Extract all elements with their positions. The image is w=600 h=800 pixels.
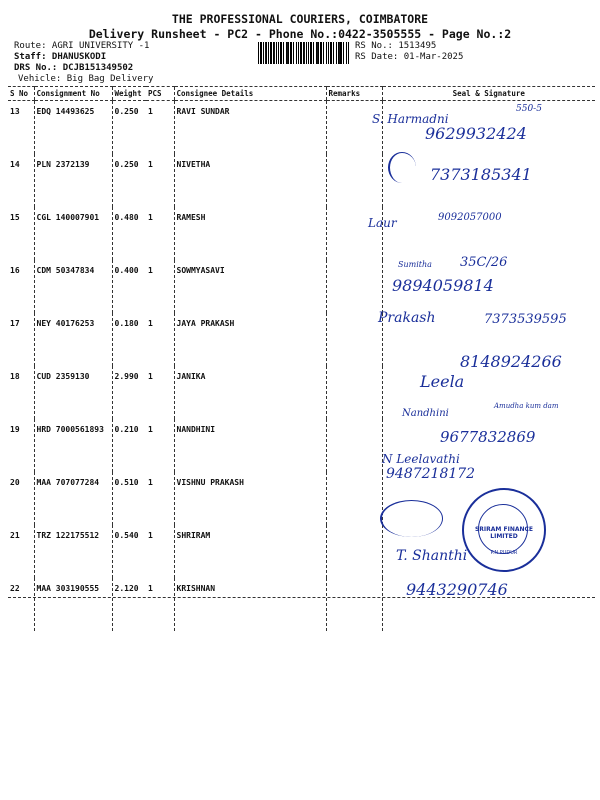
cell-weight: 2.990 (112, 366, 146, 419)
cell-weight: 0.480 (112, 207, 146, 260)
cell-remarks (326, 260, 382, 313)
cell-weight: 0.250 (112, 154, 146, 207)
col-remarks: Remarks (326, 87, 382, 101)
signature-16-phone: 9894059814 (392, 276, 494, 295)
cell-consignee: JAYA PRAKASH (174, 313, 326, 366)
signature-15-name: Laur (368, 216, 397, 230)
cell-consignment: CGL 140007901 (34, 207, 112, 260)
route-label: Route: AGRI UNIVERSITY -1 (14, 41, 150, 51)
cell-consignment: PLN 2372139 (34, 154, 112, 207)
signature-20-name: N Leelavathi (382, 452, 460, 466)
col-weight: Weight (112, 87, 146, 101)
signature-22-name: T. Shanthi (396, 548, 468, 564)
cell-remarks (326, 578, 382, 631)
cell-pcs: 1 (148, 425, 153, 434)
cell-consignment: MAA 707077284 (34, 472, 112, 525)
cell-consignment: TRZ 122175512 (34, 525, 112, 578)
cell-consignment: HRD 7000561893 (34, 419, 112, 472)
cell-pcs: 1 (148, 372, 153, 381)
cell-sno: 16 (10, 266, 20, 275)
cell-consignment: NEY 40176253 (34, 313, 112, 366)
cell-consignment: CUD 2359130 (34, 366, 112, 419)
company-title: THE PROFESSIONAL COURIERS, COIMBATORE (171, 12, 429, 26)
table-row (8, 366, 595, 419)
cell-sno: 18 (10, 372, 20, 381)
cell-pcs: 1 (148, 160, 153, 169)
col-consignment: Consignment No (34, 87, 112, 101)
cell-consignee: SHRIRAM (174, 525, 326, 578)
cell-pcs: 1 (148, 213, 153, 222)
col-signature: Seal & Signature (382, 87, 595, 101)
runsheet-title: Delivery Runsheet - PC2 - Phone No.:0422-3505555 - Page No.:2 (88, 27, 512, 41)
signature-13-note: 550-5 (516, 104, 542, 114)
signature-13-name: S. Harmadni (372, 112, 449, 126)
col-consignee: Consignee Details (174, 87, 326, 101)
cell-consignee: KRISHNAN (174, 578, 326, 631)
cell-remarks (326, 525, 382, 578)
cell-pcs: 1 (148, 266, 153, 275)
cell-consignee: SOWMYASAVI (174, 260, 326, 313)
cell-pcs: 1 (148, 319, 153, 328)
cell-remarks (326, 419, 382, 472)
cell-pcs: 1 (148, 107, 153, 116)
seal-bottom-text: P.N.PUDUR (490, 550, 518, 556)
cell-remarks (326, 154, 382, 207)
cell-consignee: NANDHINI (174, 419, 326, 472)
cell-weight: 0.510 (112, 472, 146, 525)
signature-19-phone: 9677832869 (440, 428, 536, 446)
signature-18-phone: 8148924266 (460, 352, 562, 371)
cell-remarks (326, 313, 382, 366)
cell-pcs: 1 (148, 478, 153, 487)
cell-remarks (326, 366, 382, 419)
cell-pcs: 1 (148, 531, 153, 540)
cell-sno: 13 (10, 107, 20, 116)
drs-number: DRS No.: DCJB151349502 (14, 63, 134, 73)
cell-remarks (326, 207, 382, 260)
cell-consignee: NIVETHA (174, 154, 326, 207)
cell-consignee: JANIKA (174, 366, 326, 419)
staff-label: Staff: DHANUSKODI (14, 52, 107, 62)
signature-17-phone: 7373539595 (484, 312, 567, 327)
company-seal-icon (462, 488, 546, 572)
cell-remarks (326, 472, 382, 525)
signature-21-scribble (380, 500, 443, 537)
rs-number: RS No.: 1513495 (355, 41, 437, 51)
table-row (8, 207, 595, 260)
vehicle-label: Vehicle: Big Bag Delivery (18, 74, 154, 84)
cell-weight: 0.400 (112, 260, 146, 313)
cell-sno: 20 (10, 478, 20, 487)
signature-20-phone: 9487218172 (386, 466, 476, 482)
signature-19-name: Nandhini (402, 408, 449, 419)
cell-sno: 19 (10, 425, 20, 434)
signature-17-name: Prakash (378, 310, 436, 326)
col-pcs: PCS (146, 87, 174, 101)
cell-remarks (326, 101, 382, 155)
signature-22-phone: 9443290746 (406, 580, 508, 599)
cell-consignment: CDM 50347834 (34, 260, 112, 313)
cell-pcs: 1 (148, 584, 153, 593)
signature-16-name: Sumitha (398, 260, 432, 269)
signature-14-scribble (388, 152, 416, 183)
cell-sno: 14 (10, 160, 20, 169)
cell-sno: 22 (10, 584, 20, 593)
cell-sno: 17 (10, 319, 20, 328)
signature-14-phone: 7373185341 (430, 165, 532, 184)
cell-weight: 0.540 (112, 525, 146, 578)
cell-weight: 0.180 (112, 313, 146, 366)
cell-consignee: RAVI SUNDAR (174, 101, 326, 155)
seal-text: SRIRAM FINANCE LIMITED (474, 526, 534, 540)
table-header-row (8, 87, 595, 101)
cell-weight: 2.120 (112, 578, 146, 631)
rs-date: RS Date: 01-Mar-2025 (355, 52, 464, 62)
signature-18-name: Leela (420, 372, 465, 391)
barcode-overlay (258, 42, 350, 64)
cell-consignee: RAMESH (174, 207, 326, 260)
cell-weight: 0.210 (112, 419, 146, 472)
signature-15-phone: 9092057000 (438, 212, 502, 223)
signature-16-note: 35C/26 (460, 255, 508, 270)
cell-consignee: VISHNU PRAKASH (174, 472, 326, 525)
cell-consignment: MAA 303190555 (34, 578, 112, 631)
cell-sno: 21 (10, 531, 20, 540)
cell-weight: 0.250 (112, 101, 146, 155)
signature-13-phone: 9629932424 (425, 124, 527, 143)
cell-consignment: EDQ 14493625 (34, 101, 112, 155)
cell-sno: 15 (10, 213, 20, 222)
col-sno: S No (8, 87, 34, 101)
signature-19-note: Amudha kum dam (494, 402, 559, 410)
